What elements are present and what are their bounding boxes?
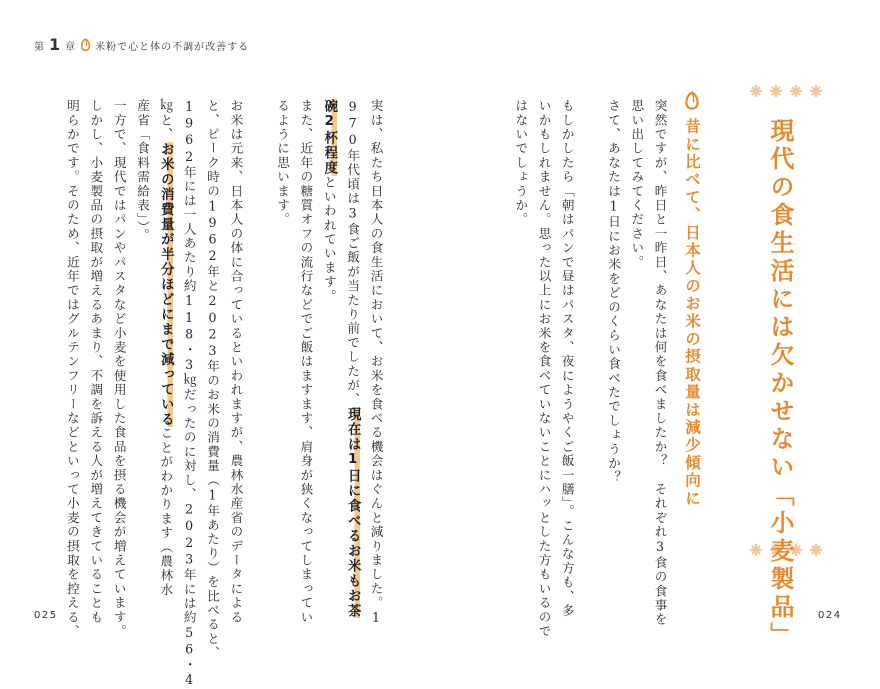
body-text: ㎏と、 (158, 99, 174, 142)
left-page-line (364, 99, 388, 627)
right-page-line (509, 99, 533, 227)
highlighted-text: お米の消費量が半分ほどにまで減っている (158, 141, 174, 427)
rice-grain-icon (684, 91, 700, 115)
right-page-line (625, 99, 649, 269)
right-page-line (648, 99, 672, 627)
rice-grain-icon (80, 38, 91, 52)
page-number-left: 025 (34, 610, 58, 621)
body-text: いかもしれません。思った以上にお米を食べていないことにハッとした方もいるので (536, 99, 552, 639)
highlighted-text: 現在は1日に食べるお米もお茶 (345, 406, 361, 619)
right-page-line (532, 99, 556, 639)
left-page-line (294, 99, 318, 624)
body-text: ことがわかります（農林水 (158, 426, 174, 598)
chapter-prefix: 第 (34, 41, 45, 53)
running-header (34, 37, 249, 53)
subheading: 昔に比べて、日本人のお米の摂取量は減少傾向に (683, 118, 701, 508)
body-text: さて、あなたは1日にお米をどのくらい食べたでしょうか？ (606, 99, 622, 485)
body-text: 産省「食料需給表」）。 (135, 99, 150, 243)
chapter-suffix: 章 (65, 41, 77, 53)
page-number-right: 024 (818, 610, 842, 621)
left-page-line (341, 99, 365, 618)
body-text: 1962年には一人あたり約118・3㎏だったのに対し、2023年には約56・4 (181, 99, 197, 689)
body-text: お米は元来、日本人の体に合っているといわれますが、農林水産省のデータによる (228, 99, 244, 625)
chapter-number: 1 (49, 35, 62, 54)
section-title: 現代の食生活には欠かせない「小麦製品」 (766, 118, 794, 650)
body-text: 実は、私たち日本人の食生活において、お米を食べる機会はぐんと減りました。1 (368, 99, 384, 627)
left-page-line (317, 99, 341, 303)
decorative-ornament-top (748, 82, 828, 104)
body-text: しかし、小麦製品の摂取が増えるあまり、不調を訴える人が増えてきていることも (88, 99, 104, 625)
body-text: るように思います。 (275, 99, 291, 227)
body-text: といわれています。 (321, 175, 337, 304)
body-text: 970年代頃は3食ご飯が当たり前でしたが、 (345, 99, 361, 407)
right-page-line (555, 99, 579, 618)
chapter-title: 米粉で心と体の不調が改善する (95, 41, 250, 53)
left-page-line (271, 99, 295, 227)
body-text: 一方で、現代ではパンやパスタなど小麦を使用した食品を摂る機会が増えています。 (111, 99, 127, 639)
body-text: 突然ですが、昨日と一昨日、あなたは何を食べましたか？ それぞれ3食の食事を (652, 99, 668, 627)
body-text: もしかしたら「朝はパンで昼はパスタ、夜にようやくご飯一膳」。こんな方も、多 (559, 99, 575, 619)
body-text: と、ピーク時の1962年と2023年のお米の消費量（1年あたり）を比べると、 (205, 99, 221, 661)
ornament-graphic (748, 82, 828, 100)
left-page-line (177, 99, 201, 689)
right-page-line (602, 99, 626, 485)
body-text: 明らかです。そのため、近年ではグルテンフリーなどといって小麦の摂取を控える、 (64, 99, 80, 639)
left-page-line (154, 99, 178, 597)
left-page-line (107, 99, 131, 639)
left-page-line (60, 99, 84, 639)
left-page-line (224, 99, 248, 624)
left-page-line (131, 99, 155, 243)
body-text: また、近年の糖質オフの流行などでご飯はますます、肩身が狭くなってしまってい (298, 99, 314, 625)
left-page-line (84, 99, 108, 624)
highlighted-text: 碗2杯程度 (321, 99, 337, 176)
body-text: 思い出してみてください。 (629, 99, 645, 270)
left-page-line (201, 99, 225, 660)
body-text: はないでしょうか。 (513, 99, 529, 227)
